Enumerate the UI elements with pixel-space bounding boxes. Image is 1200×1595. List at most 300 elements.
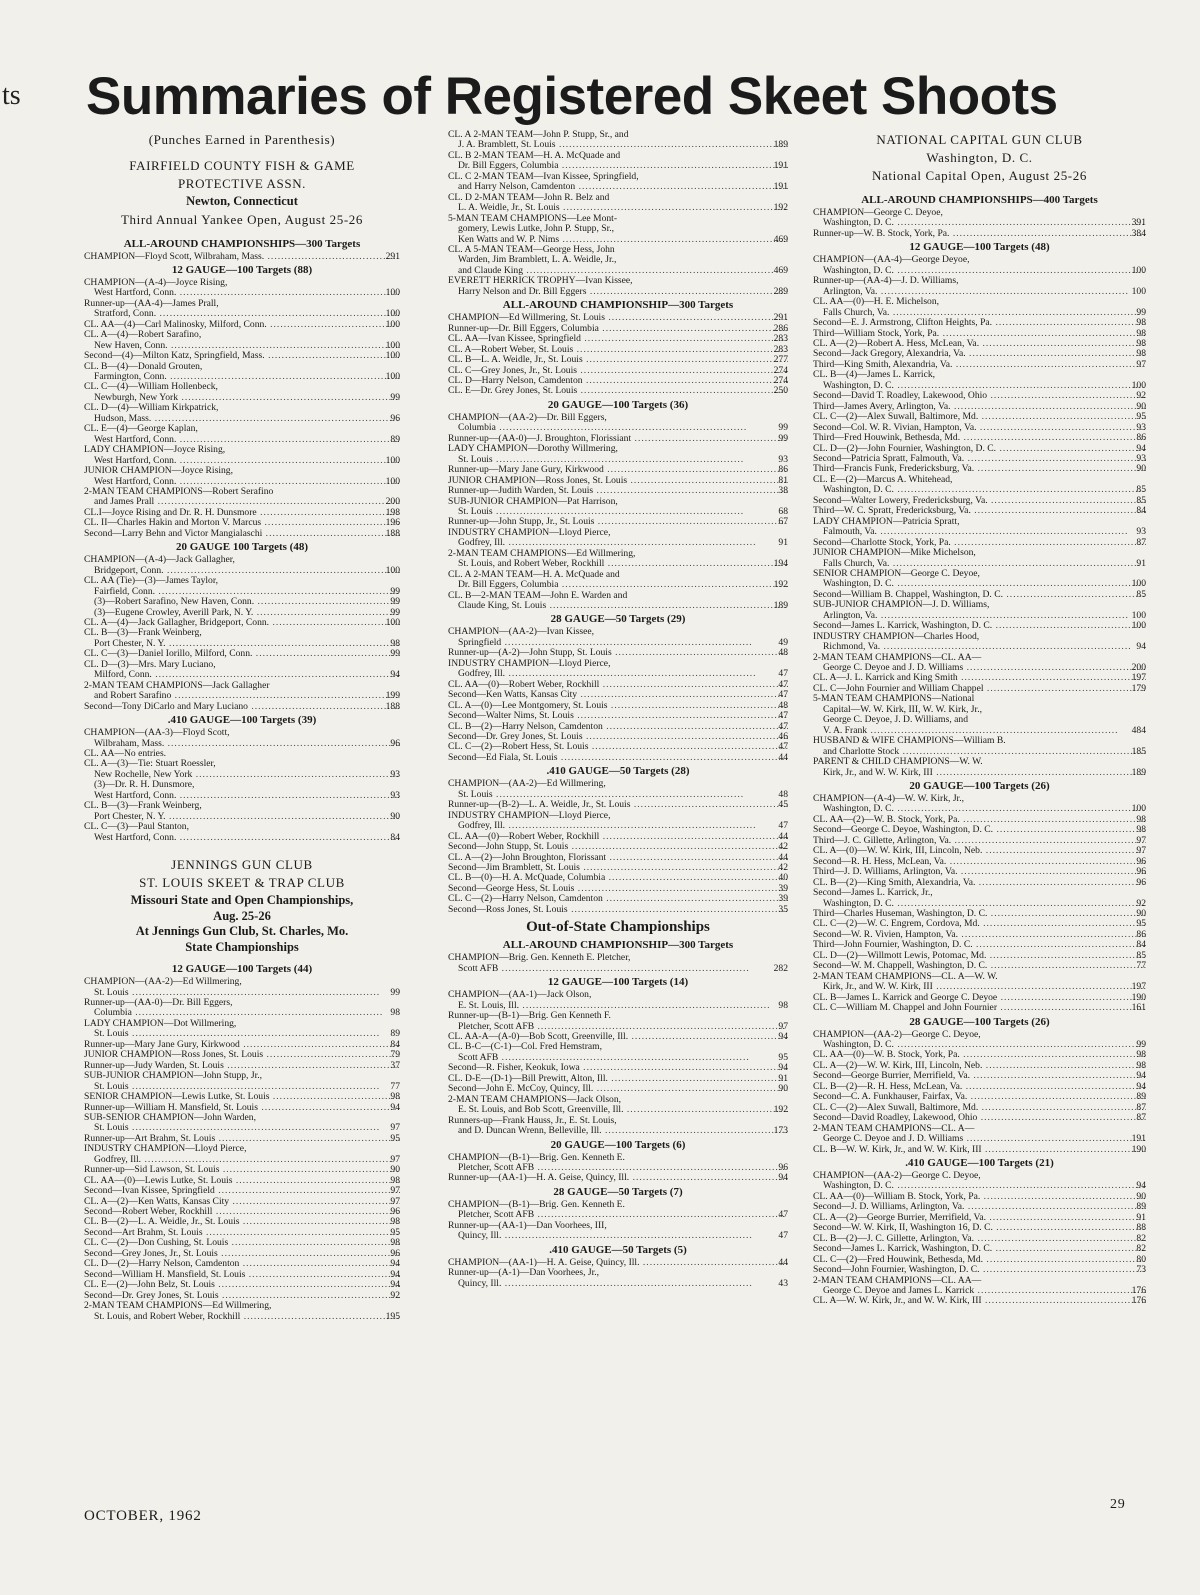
result-text: Runner-up—Mary Jane Gury, Kirkwood ..... [448, 465, 788, 475]
result-line [448, 1210, 788, 1220]
result-line [448, 732, 788, 742]
score: 47 [778, 679, 788, 690]
result-text: INDUSTRY CHAMPION—Lloyd Pierce, [448, 810, 611, 821]
result-text: CL. A—(2)—Robert A. Hess, McLean, Va. ..... [813, 339, 1146, 349]
score: 98 [1136, 328, 1146, 339]
score: 99 [390, 597, 400, 608]
score: 188 [385, 701, 400, 712]
result-text: JUNIOR CHAMPION—Ross Jones, St. Louis ..... [448, 476, 788, 486]
score: 100 [385, 618, 400, 628]
score: 469 [773, 234, 788, 245]
result-line [448, 964, 788, 974]
section-heading: Out-of-State Championships [526, 919, 710, 936]
result-line [448, 313, 788, 323]
result-line [84, 341, 400, 351]
result-text: LADY CHAMPION—Dot Willmering, [84, 1018, 237, 1029]
result-text: CL. AA—(2)—W. B. Stock, York, Pa. ..... [813, 815, 1146, 825]
section-heading: Newton, Connecticut [186, 194, 298, 208]
result-text: CL. C—William M. Chappel and John Fournier ..... [813, 1003, 1146, 1013]
result-text: Second—George C. Deyoe, Washington, D. C. ..... [813, 825, 1146, 835]
result-text: Second—Ken Watts, Kansas City ..... [448, 690, 788, 700]
result-text: CL. D—Harry Nelson, Camdenton ..... [448, 376, 788, 386]
score: 47 [778, 669, 788, 680]
score: 274 [773, 365, 788, 376]
result-text: Wilbraham, Mass. ..... [94, 739, 400, 749]
result-line [813, 611, 1146, 621]
result-text: 2-MAN TEAM CHAMPIONS—Robert Serafino [84, 487, 274, 498]
result-text: CL. B—(2)—Harry Nelson, Camdenton ..... [448, 722, 788, 732]
score: 91 [778, 538, 788, 549]
score: 98 [390, 638, 400, 649]
score: 194 [773, 559, 788, 570]
result-text: Second—W. W. Kirk, II, Washington 16, D. C. ..... [813, 1223, 1146, 1233]
score: 96 [778, 1162, 788, 1173]
result-line [84, 555, 400, 565]
result-line [84, 1092, 400, 1102]
result-text: E. St. Louis, and Bob Scott, Greenville, Ill. ..... [458, 1105, 788, 1115]
result-line [813, 825, 1146, 835]
result-text: (3)—Dr. R. H. Dunsmore, [94, 780, 195, 791]
result-line [813, 1113, 1146, 1123]
score: 80 [1136, 1254, 1146, 1265]
result-line [448, 779, 788, 789]
result-text: Runner-up—(AA-0)—J. Broughton, Florissiant ..... [448, 434, 788, 444]
result-text: CHAMPION—(AA-2)—Ed Willmering, [84, 977, 242, 988]
section-heading: Third Annual Yankee Open, August 25-26 [121, 211, 363, 227]
result-text: Claude King, St. Louis ..... [458, 601, 788, 611]
score: 95 [390, 1133, 400, 1144]
score: 84 [1136, 940, 1146, 951]
result-line [813, 218, 1146, 228]
result-line [813, 423, 1146, 433]
result-line [448, 549, 788, 559]
result-line [448, 1173, 788, 1183]
result-text: CL. B—L. A. Weidle, Jr., St. Louis ..... [448, 355, 788, 365]
section-heading: PROTECTIVE ASSN. [177, 176, 307, 191]
result-line [448, 324, 788, 334]
event-heading: 12 GAUGE—100 Targets (14) [547, 976, 689, 989]
score: 97 [390, 1196, 400, 1207]
result-line [813, 972, 1146, 982]
result-text: Springfield ..... [458, 638, 753, 648]
result-text: St. Louis, and Robert Weber, Rockhill ..... [458, 559, 788, 569]
result-line [813, 1255, 1146, 1265]
score: 197 [1131, 982, 1146, 993]
result-text: Pletcher, Scott AFB ..... [458, 1022, 786, 1032]
score: 42 [778, 842, 788, 853]
result-text: George C. Deyoe and James L. Karrick ..... [823, 1286, 1146, 1296]
spacer [84, 849, 400, 855]
result-text: CL. A—(4)—Robert Sarafino, [84, 330, 202, 341]
result-text: CL. A—W. W. Kirk, Jr., and W. W. Kirk, III ..... [813, 1296, 1146, 1306]
section-heading: JENNINGS GUN CLUB [171, 857, 313, 873]
result-text: CL. AA—No entries. [84, 748, 167, 759]
result-line [448, 1258, 788, 1268]
score: 49 [778, 637, 788, 648]
result-line [813, 1276, 1146, 1286]
score: 100 [1131, 621, 1146, 632]
result-text: JUNIOR CHAMPION—Mike Michelson, [813, 548, 976, 559]
result-text: Runner-up—John Stupp, Jr., St. Louis ..... [448, 517, 788, 527]
result-line [84, 518, 400, 528]
section-heading: National Capital Open, August 25-26 [872, 168, 1087, 183]
result-text: and Charlotte Stock ..... [823, 747, 1146, 757]
event-heading: ALL-AROUND CHAMPIONSHIPS—300 Targets [123, 237, 361, 250]
result-text: CL. AA—(0)—Robert Weber, Rockhill ..... [448, 832, 788, 842]
result-line [84, 628, 400, 638]
result-line [813, 1003, 1146, 1013]
result-text: CL. C—(4)—William Hollenbeck, [84, 382, 218, 393]
result-text: CL. B—(2)—J. C. Gillette, Arlington, Va. ..... [813, 1234, 1146, 1244]
result-text: CL. A—Robert Weber, St. Louis ..... [448, 345, 788, 355]
result-line [813, 1244, 1146, 1254]
result-line [84, 1197, 400, 1207]
event-heading: 12 GAUGE—100 Targets (44) [171, 963, 313, 976]
result-line [813, 715, 1146, 725]
result-line [813, 590, 1146, 600]
result-line [813, 857, 1146, 867]
result-line [448, 1084, 788, 1094]
result-line [813, 569, 1146, 579]
result-line [813, 287, 1146, 297]
result-line [813, 736, 1146, 746]
score: 98 [778, 1000, 788, 1011]
result-text: 2-MAN TEAM CHAMPIONS—CL. AA— [813, 1275, 982, 1286]
event-heading: 28 GAUGE—50 Targets (29) [550, 613, 686, 626]
result-text: CL. C—(2)—W. C. Engrem, Cordova, Md. ..... [813, 919, 1146, 929]
result-line [84, 597, 400, 607]
result-line [448, 832, 788, 842]
score: 96 [1136, 856, 1146, 867]
result-line [448, 638, 788, 648]
score: 85 [1136, 495, 1146, 506]
result-text: Milford, Conn. ..... [94, 670, 400, 680]
result-text: and Harry Nelson, Camdenton ..... [458, 182, 788, 192]
result-text: CL. II—Charles Hakin and Morton V. Marcus ..... [84, 518, 400, 528]
result-line [84, 1301, 400, 1311]
score: 89 [390, 434, 400, 445]
result-text: CL. D—(2)—Harry Nelson, Camdenton ..... [84, 1259, 400, 1269]
result-line [448, 570, 788, 580]
result-text: Dr. Bill Eggers, Columbia ..... [458, 580, 788, 590]
result-text: Columbia ..... [94, 1008, 383, 1018]
score: 97 [390, 1123, 400, 1134]
result-text: Runner-up—Sid Lawson, St. Louis ..... [84, 1165, 400, 1175]
score: 100 [385, 340, 400, 351]
result-line [448, 528, 788, 538]
result-line [813, 412, 1146, 422]
score: 87 [1136, 1113, 1146, 1124]
score: 90 [390, 1165, 400, 1176]
result-line [84, 1144, 400, 1154]
result-line [84, 822, 400, 832]
score: 99 [390, 607, 400, 618]
result-line [84, 812, 400, 822]
result-line [84, 309, 400, 319]
result-line [84, 759, 400, 769]
result-text: Godfrey, Ill. ..... [458, 821, 757, 831]
result-text: EVERETT HERRICK TROPHY—Ivan Kissee, [448, 276, 633, 287]
score: 97 [390, 1154, 400, 1165]
result-line [84, 320, 400, 330]
score: 188 [385, 528, 400, 539]
result-text: Runners-up—Frank Hauss, Jr., E. St. Louis, [448, 1115, 617, 1126]
result-line [813, 538, 1146, 548]
score: 85 [1136, 589, 1146, 600]
result-line [813, 930, 1146, 940]
event-heading: 20 GAUGE 100 Targets (48) [176, 541, 308, 554]
score: 98 [1136, 349, 1146, 360]
result-line [84, 576, 400, 586]
score: 84 [390, 1039, 400, 1050]
result-text: Second—Ed Fiala, St. Louis ..... [448, 753, 788, 763]
result-line [813, 961, 1146, 971]
section-heading: FAIRFIELD COUNTY FISH & GAME [129, 158, 355, 173]
score: 82 [1136, 1233, 1146, 1244]
result-line [813, 632, 1146, 642]
result-line [813, 1202, 1146, 1212]
result-line [813, 444, 1146, 454]
result-text: CHAMPION—Floyd Scott, Wilbraham, Mass. ..... [84, 252, 400, 262]
result-text: St. Louis ..... [94, 1123, 380, 1133]
score: 93 [1136, 527, 1146, 538]
result-text: LADY CHAMPION—Joyce Rising, [84, 445, 226, 456]
result-line [813, 1192, 1146, 1202]
result-text: St. Louis ..... [458, 790, 744, 800]
score: 97 [390, 1186, 400, 1197]
result-text: St. Louis ..... [94, 1082, 380, 1092]
score: 100 [1131, 380, 1146, 391]
result-text: Washington, D. C. ..... [823, 1181, 1145, 1191]
result-text: CL. E—Dr. Grey Jones, St. Louis ..... [448, 386, 788, 396]
result-text: CL. AA (Tie)—(3)—James Taylor, [84, 576, 219, 587]
result-text: CL. AA-A—(A-0)—Bob Scott, Greenville, Ill. ..... [448, 1032, 788, 1042]
result-text: Harry Nelson and Dr. Bill Eggers ..... [458, 287, 788, 297]
score: 100 [385, 565, 400, 576]
result-line [84, 791, 400, 801]
result-text: CL. B—(3)—Frank Weinberg, [84, 628, 202, 639]
result-line [448, 507, 788, 517]
score: 47 [778, 711, 788, 722]
result-line [84, 681, 400, 691]
page-title: Summaries of Registered Skeet Shoots [86, 67, 1058, 126]
result-text: Second—David Roadley, Lakewood, Ohio ..... [813, 1113, 1146, 1123]
result-line [448, 873, 788, 883]
result-text: 2-MAN TEAM CHAMPIONS—Jack Gallagher [84, 680, 270, 691]
result-line [84, 1019, 400, 1029]
result-text: and Robert Sarafino ..... [94, 691, 400, 701]
result-text: CL. B—2-MAN TEAM—John E. Warden and [448, 590, 628, 601]
result-text: Quincy, Ill. ..... [458, 1231, 753, 1241]
result-text: Hudson, Mass. ..... [94, 414, 400, 424]
section-heading: (Punches Earned in Parenthesis) [148, 132, 336, 147]
score: 384 [1131, 228, 1146, 239]
result-line [813, 329, 1146, 339]
result-text: E. St. Louis, Ill. ..... [458, 1001, 771, 1011]
result-line [813, 621, 1146, 631]
score: 94 [778, 1173, 788, 1184]
result-line [813, 349, 1146, 359]
score: 86 [1136, 929, 1146, 940]
result-line [813, 804, 1146, 814]
column-1 [84, 130, 400, 1322]
score: 94 [1136, 1081, 1146, 1092]
result-text: Second—Patricia Spratt, Falmouth, Va. ..... [813, 454, 1146, 464]
result-line [813, 836, 1146, 846]
result-line [813, 768, 1146, 778]
score: 250 [773, 386, 788, 397]
result-text: West Hartford, Conn. ..... [94, 456, 400, 466]
score: 195 [385, 1311, 400, 1322]
score: 197 [1131, 673, 1146, 684]
score: 191 [1131, 1134, 1146, 1145]
score: 98 [1136, 1060, 1146, 1071]
result-line [448, 182, 788, 192]
result-text: CL. C—(2)—Fred Houwink, Bethesda, Md. ..... [813, 1255, 1146, 1265]
result-text: Second—John E. McCoy, Quincy, Ill. ..... [448, 1084, 788, 1094]
score: 94 [390, 1269, 400, 1280]
result-text: J. A. Bramblett, St. Louis ..... [458, 140, 788, 150]
result-text: Washington, D. C. ..... [823, 266, 1145, 276]
result-line [84, 660, 400, 670]
result-text: CL. A—(0)—W. W. Kirk, III, Lincoln, Neb. ..... [813, 846, 1146, 856]
score: 47 [778, 821, 788, 832]
result-text: CL. B—(2)—L. A. Weidle, Jr., St. Louis ..... [84, 1217, 400, 1227]
result-line [813, 1134, 1146, 1144]
score: 191 [773, 182, 788, 193]
result-text: CL. B-C—(C-1)—Col. Fred Hemstram, [448, 1042, 603, 1053]
event-heading: 20 GAUGE—100 Targets (6) [550, 1138, 686, 1151]
result-line [84, 1249, 400, 1259]
spacer [84, 230, 400, 236]
result-line [813, 1265, 1146, 1275]
score: 97 [1136, 835, 1146, 846]
result-line [813, 339, 1146, 349]
result-text: gomery, Lewis Lutke, John P. Stupp, Sr., [458, 224, 615, 235]
score: 274 [773, 375, 788, 386]
result-text: Third—William Stock, York, Pa. ..... [813, 329, 1146, 339]
result-line [813, 266, 1146, 276]
result-text: CL. B—(2)—R. H. Hess, McLean, Va. ..... [813, 1082, 1146, 1092]
result-line [448, 669, 788, 679]
score: 92 [1136, 898, 1146, 909]
result-text: Second—James L. Karrick, Jr., [813, 888, 933, 899]
result-text: St. Louis, and Robert Weber, Rockhill ..... [94, 1312, 400, 1322]
result-line [448, 591, 788, 601]
result-line [448, 742, 788, 752]
result-text: INDUSTRY CHAMPION—Lloyd Pierce, [448, 658, 611, 669]
result-line [448, 1126, 788, 1136]
result-text: Newburgh, New York ..... [94, 393, 400, 403]
result-text: CL. A 5-MAN TEAM—George Hess, John [448, 244, 615, 255]
result-text: CL. C—(2)—Robert Hess, St. Louis ..... [448, 742, 788, 752]
result-text: Runner-up—(B-1)—Brig. Gen Kenneth F. [448, 1011, 611, 1022]
score: 89 [1136, 1202, 1146, 1213]
result-line [448, 905, 788, 915]
result-text: Godfrey, Ill. ..... [458, 538, 757, 548]
score: 98 [1136, 338, 1146, 349]
result-line [448, 214, 788, 224]
score: 97 [778, 1021, 788, 1032]
result-line [448, 1153, 788, 1163]
result-line [448, 130, 788, 140]
score: 87 [1136, 1102, 1146, 1113]
result-line [813, 705, 1146, 715]
result-line [448, 1200, 788, 1210]
result-text: St. Louis ..... [94, 1029, 380, 1039]
score: 94 [1136, 1181, 1146, 1192]
score: 98 [390, 1175, 400, 1186]
result-text: (3)—Eugene Crowley, Averill Park, N. Y. ..... [94, 608, 400, 618]
result-line [813, 1071, 1146, 1081]
result-text: LADY CHAMPION—Dorothy Willmering, [448, 444, 618, 455]
result-line [813, 867, 1146, 877]
score: 45 [778, 800, 788, 811]
page-edge-fragment [0, 70, 22, 1570]
score: 85 [1136, 485, 1146, 496]
result-line [448, 434, 788, 444]
score: 44 [778, 1257, 788, 1268]
score: 79 [390, 1050, 400, 1061]
result-text: Second—Tony DiCarlo and Mary Luciano ..... [84, 702, 400, 712]
result-line [813, 1061, 1146, 1071]
result-text: CHAMPION—(AA-2)—Ivan Kissee, [448, 627, 595, 638]
score: 100 [385, 288, 400, 299]
result-text: CL. AA—(0)—Robert Weber, Rockhill ..... [448, 680, 788, 690]
result-text: 2-MAN TEAM CHAMPIONS—Ed Willmering, [84, 1301, 272, 1312]
result-text: Columbia ..... [458, 423, 747, 433]
result-text: Godfrey, Ill. ..... [94, 1155, 393, 1165]
result-text: Second—Jim Bramblett, St. Louis ..... [448, 863, 788, 873]
score: 84 [390, 832, 400, 843]
result-line [84, 330, 400, 340]
result-line [448, 690, 788, 700]
score: 93 [1136, 453, 1146, 464]
result-line [448, 538, 788, 548]
result-line [448, 1063, 788, 1073]
result-line [813, 600, 1146, 610]
score: 95 [1136, 412, 1146, 423]
result-line [813, 276, 1146, 286]
result-line [448, 1001, 788, 1011]
result-line [813, 579, 1146, 589]
score: 99 [778, 433, 788, 444]
event-heading: 28 GAUGE—50 Targets (7) [553, 1185, 683, 1198]
event-heading: ALL-AROUND CHAMPIONSHIPS—400 Targets [861, 194, 1098, 206]
result-text: PARENT & CHILD CHAMPIONS—W. W. [813, 757, 983, 768]
result-text: Falls Church, Va. ..... [823, 559, 1141, 569]
score: 99 [778, 423, 788, 434]
result-text: CL. B—(4)—Donald Grouten, [84, 361, 203, 372]
result-text: CL. AA—(0)—W. B. Stock, York, Pa. ..... [813, 1050, 1146, 1060]
score: 189 [773, 601, 788, 612]
score: 100 [1131, 804, 1146, 815]
result-line [813, 757, 1146, 767]
score: 98 [390, 1008, 400, 1019]
result-text: CL. AA—(0)—Lewis Lutke, St. Louis ..... [84, 1176, 400, 1186]
result-text: CL. C—(3)—Daniel Iorillo, Milford, Conn. ..... [84, 649, 400, 659]
result-text: CHAMPION—(B-1)—Brig. Gen. Kenneth E. [448, 1199, 625, 1210]
result-text: Richmond, Va. ..... [823, 642, 1132, 652]
score: 94 [1136, 443, 1146, 454]
footer-date: OCTOBER, 1962 [84, 1508, 202, 1524]
result-line [813, 485, 1146, 495]
result-line [448, 842, 788, 852]
score: 190 [1131, 1144, 1146, 1155]
result-text: Second—Jack Gregory, Alexandria, Va. ..... [813, 349, 1146, 359]
result-line [448, 486, 788, 496]
result-line [448, 355, 788, 365]
